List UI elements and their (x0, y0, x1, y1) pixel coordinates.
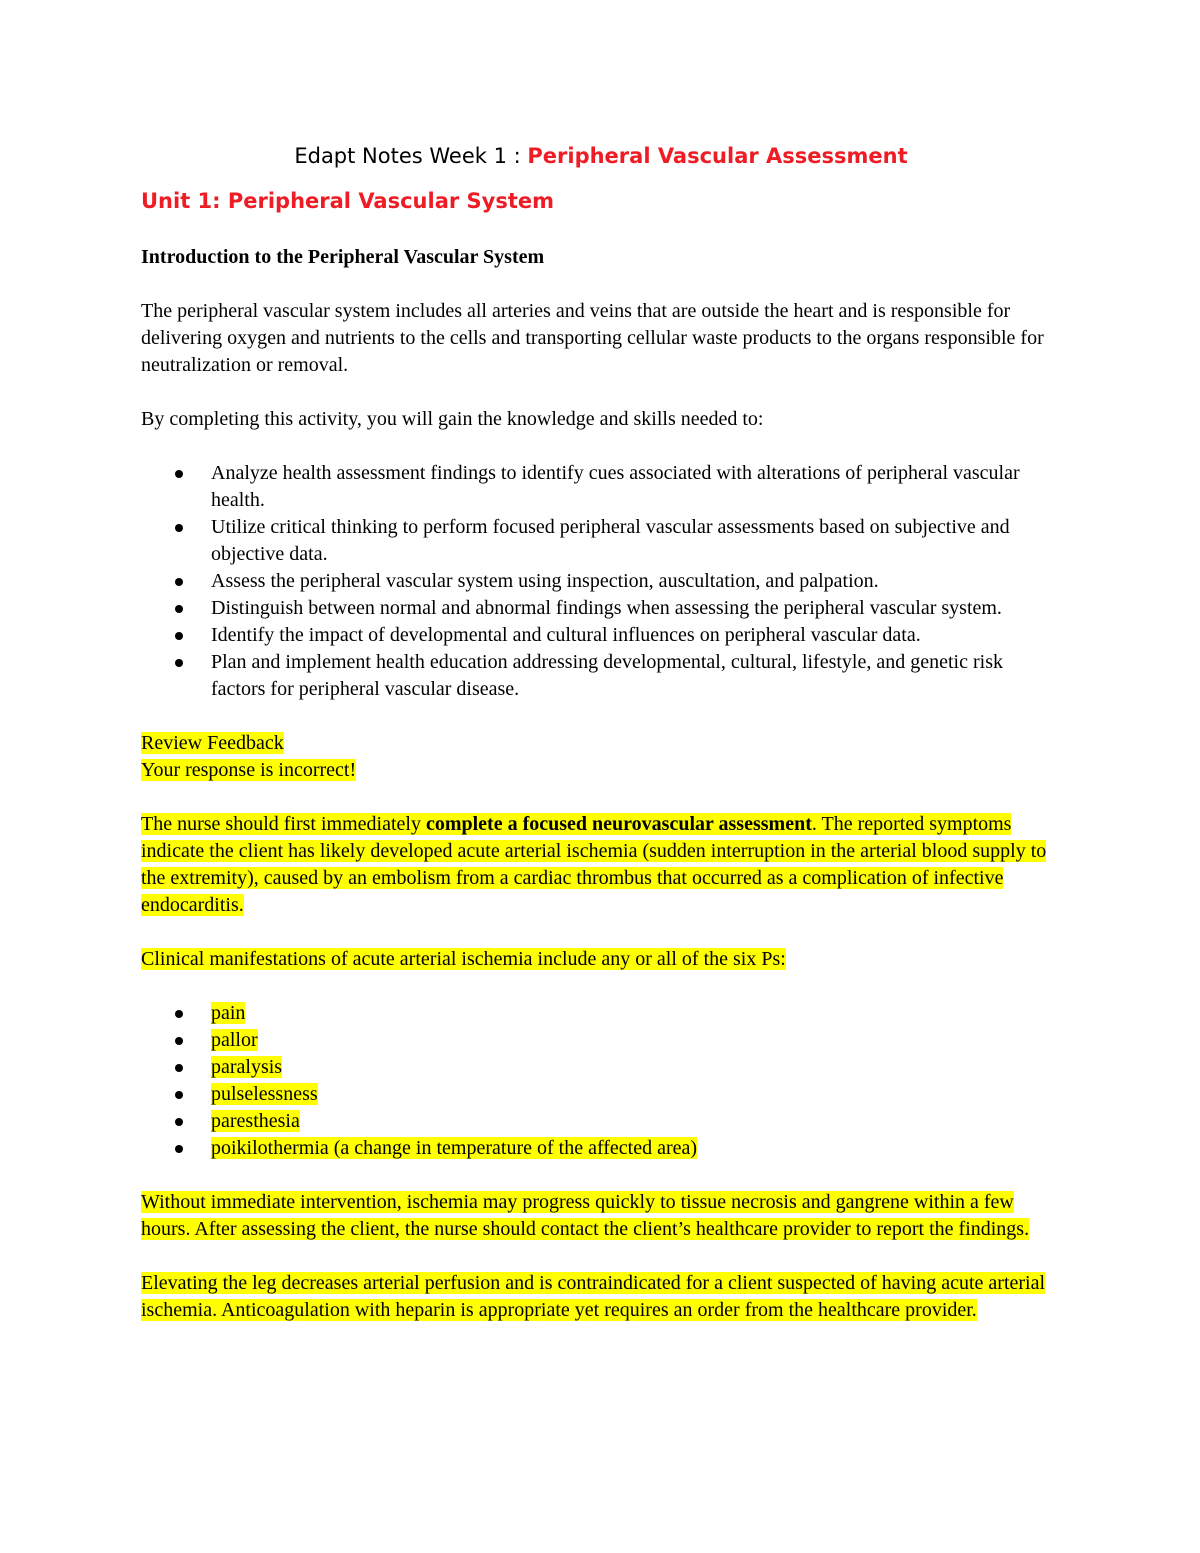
title-topic: Peripheral Vascular Assessment (527, 144, 908, 168)
review-feedback-block (141, 730, 1061, 784)
bullet-icon (175, 659, 183, 667)
document-title (141, 140, 1061, 172)
list-item: paralysis (141, 1054, 1061, 1081)
feedback-paragraph-4: Elevating the leg decreases arterial perfusion and is contraindicated for a client suspected of having acute arterial ischemia. Anticoagulation with heparin is appropriate yet requires an order from the healthcare provider. (141, 1272, 1046, 1321)
unit-heading: Unit 1: Peripheral Vascular System (141, 189, 555, 213)
list-item: pulselessness (141, 1081, 1061, 1108)
objectives-list (141, 460, 1061, 703)
bullet-icon (175, 632, 183, 640)
feedback-paragraph-2: Clinical manifestations of acute arterial ischemia include any or all of the six Ps: (141, 948, 786, 970)
list-item: Analyze health assessment findings to identify cues associated with alterations of peripheral vascular health. (141, 460, 1061, 514)
objectives-lead: By completing this activity, you will gain the knowledge and skills needed to: (141, 408, 764, 430)
list-item: pallor (141, 1027, 1061, 1054)
review-feedback-label: Review Feedback (141, 732, 284, 754)
bullet-icon (175, 1010, 183, 1018)
intro-paragraph: The peripheral vascular system includes all arteries and veins that are outside the heart and is responsible for delivering oxygen and nutrients to the cells and transporting cellular waste products to the organs responsible for neutralization or removal. (141, 300, 1044, 376)
list-item: paresthesia (141, 1108, 1061, 1135)
bullet-icon (175, 578, 183, 586)
list-item: pain (141, 1000, 1061, 1027)
bullet-icon (175, 605, 183, 613)
feedback-paragraph-1: The nurse should first immediately complete a focused neurovascular assessment. The reported symptoms indicate the client has likely developed acute arterial ischemia (sudden interruption in the arterial blood supply to the extremity), caused by an embolism from a cardiac thrombus that occurred as a complication of infective endocarditis. (141, 813, 1047, 916)
feedback-paragraph-3: Without immediate intervention, ischemia may progress quickly to tissue necrosis and gangrene within a few hours. After assessing the client, the nurse should contact the client’s healthcare provider to report the findings. (141, 1191, 1030, 1240)
bullet-icon (175, 470, 183, 478)
list-item: Assess the peripheral vascular system using inspection, auscultation, and palpation. (141, 568, 1061, 595)
feedback-emphasis: complete a focused neurovascular assessment (425, 813, 812, 835)
document-page (141, 140, 1061, 1351)
list-item: poikilothermia (a change in temperature of the affected area) (141, 1135, 1061, 1162)
bullet-icon (175, 1064, 183, 1072)
bullet-icon (175, 524, 183, 532)
bullet-icon (175, 1037, 183, 1045)
intro-heading: Introduction to the Peripheral Vascular System (141, 246, 545, 268)
bullet-icon (175, 1118, 183, 1126)
bullet-icon (175, 1091, 183, 1099)
feedback-result: Your response is incorrect! (141, 759, 357, 781)
six-ps-list (141, 1000, 1061, 1162)
list-item: Utilize critical thinking to perform focused peripheral vascular assessments based on subjective and objective data. (141, 514, 1061, 568)
list-item: Distinguish between normal and abnormal findings when assessing the peripheral vascular system. (141, 595, 1061, 622)
list-item: Identify the impact of developmental and cultural influences on peripheral vascular data. (141, 622, 1061, 649)
bullet-icon (175, 1145, 183, 1153)
list-item: Plan and implement health education addressing developmental, cultural, lifestyle, and genetic risk factors for peripheral vascular disease. (141, 649, 1061, 703)
title-prefix: Edapt Notes Week 1 : (294, 144, 528, 168)
